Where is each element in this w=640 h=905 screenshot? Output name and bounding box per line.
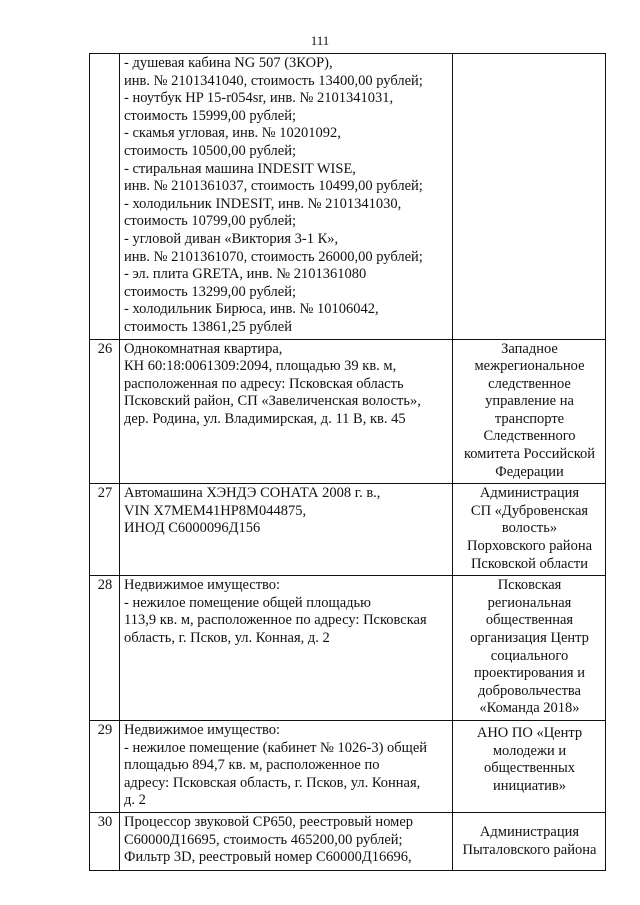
organization-line: общественных [483, 760, 576, 777]
row-number: 30 [90, 812, 120, 870]
organization-line: социального [490, 647, 569, 664]
description-line: Процессор звуковой CP650, реестровый номер [124, 813, 414, 830]
page-number: 111 [310, 33, 330, 48]
description-line: инв. № 2101341040, стоимость 13400,00 рублей; [124, 72, 423, 89]
row-number [90, 54, 120, 340]
description-line: стоимость 10799,00 рублей; [124, 213, 296, 230]
table-row-30 [90, 812, 606, 870]
description-line: - холодильник INDESIT, инв. № 2101341030, [124, 195, 402, 212]
organization-line: «Команда 2018» [479, 700, 580, 717]
organization-line: следственное [488, 375, 571, 392]
organization-line: Администрация [479, 823, 580, 840]
organization-line: Следственного [483, 428, 576, 445]
row-organization [453, 339, 606, 484]
description-line: - стиральная машина INDESIT WISE, [124, 160, 356, 177]
description-line: адресу: Псковская область, г. Псков, ул. Конная, [124, 774, 421, 791]
description-line: Фильтр 3D, реестровый номер С60000Д16696, [124, 849, 412, 866]
organization-line: региональная [487, 594, 572, 611]
row-number: 27 [90, 484, 120, 576]
description-line: Псковский район, СП «Завеличенская волость», [124, 393, 421, 410]
description-line: стоимость 15999,00 рублей; [124, 107, 296, 124]
row-organization [453, 720, 606, 812]
organization-line: Администрация [479, 485, 580, 502]
description-line: Однокомнатная квартира, [124, 340, 283, 357]
table-row-continuation [90, 54, 606, 340]
description-line: VIN X7MEM41HP8M044875, [124, 502, 307, 519]
organization-line: добровольчества [477, 682, 581, 699]
description-line: - эл. плита GRETA, инв. № 2101361080 [124, 266, 367, 283]
row-description [120, 54, 453, 340]
property-table [89, 53, 606, 871]
table-row-26 [90, 339, 606, 484]
description-line: - ноутбук HP 15-r054sr, инв. № 2101341031, [124, 90, 394, 107]
table-row-27 [90, 484, 606, 576]
organization-line: волость» [501, 520, 558, 537]
row-organization [453, 576, 606, 721]
description-line: - скамья угловая, инв. № 10201092, [124, 125, 341, 142]
row-description [120, 484, 453, 576]
organization-line: транспорте [494, 410, 565, 427]
organization-line: Псковской области [470, 555, 589, 572]
description-line: - душевая кабина NG 507 (3КОР), [124, 55, 333, 71]
organization-line: Западное [501, 340, 558, 357]
organization-line: комитета Российской [463, 446, 596, 463]
description-line: С60000Д16695, стоимость 465200,00 рублей; [124, 831, 403, 848]
row-number: 29 [90, 720, 120, 812]
description-line: инв. № 2101361070, стоимость 26000,00 рублей; [124, 248, 423, 265]
row-description [120, 812, 453, 870]
organization-line: организация Центр [470, 630, 589, 646]
row-organization [453, 54, 606, 340]
organization-line: Порховского района [466, 538, 593, 555]
description-line: стоимость 10500,00 рублей; [124, 142, 296, 159]
description-line: стоимость 13861,25 рублей [124, 318, 292, 335]
description-line: Недвижимое имущество: [124, 577, 281, 594]
row-organization [453, 812, 606, 870]
organization-line: Федерации [495, 463, 564, 480]
description-line: расположенная по адресу: Псковская область [124, 375, 404, 392]
table-row-29 [90, 720, 606, 812]
row-description [120, 576, 453, 721]
table-row-28 [90, 576, 606, 721]
organization-line: молодежи и [492, 742, 567, 759]
description-line: - угловой диван «Виктория 3-1 К», [124, 230, 339, 247]
organization-line: АНО ПО «Центр [476, 724, 583, 741]
organization-line: проектирования и [474, 665, 585, 682]
row-number: 26 [90, 339, 120, 484]
organization-line: управление на [485, 393, 574, 410]
description-line: - нежилое помещение (кабинет № 1026-3) общей [124, 739, 428, 756]
organization-line: Псковская [497, 577, 562, 594]
description-line: дер. Родина, ул. Владимирская, д. 11 В, кв. 45 [124, 410, 406, 427]
description-line: - нежилое помещение общей площадью [124, 594, 371, 611]
description-line: инв. № 2101361037, стоимость 10499,00 рублей; [124, 178, 423, 195]
description-line: ИНОД С6000096Д156 [124, 520, 261, 537]
organization-line: СП «Дубровенская [470, 502, 589, 519]
description-line: 113,9 кв. м, расположенное по адресу: Псковская [124, 612, 427, 629]
row-description [120, 339, 453, 484]
description-line: КН 60:18:0061309:2094, площадью 39 кв. м, [124, 358, 397, 375]
row-description [120, 720, 453, 812]
description-line: площадью 894,7 кв. м, расположенное по [124, 757, 380, 774]
description-line: Автомашина ХЭНДЭ СОНАТА 2008 г. в., [124, 485, 381, 502]
description-line: д. 2 [124, 792, 146, 809]
organization-line: Пыталовского района [462, 841, 597, 858]
row-organization [453, 484, 606, 576]
row-number: 28 [90, 576, 120, 721]
organization-line: общественная [485, 612, 574, 629]
description-line: Недвижимое имущество: [124, 721, 281, 738]
description-line: область, г. Псков, ул. Конная, д. 2 [124, 630, 330, 646]
description-line: - холодильник Бирюса, инв. № 10106042, [124, 301, 379, 318]
description-line: стоимость 13299,00 рублей; [124, 283, 296, 300]
organization-line: инициатив» [492, 777, 567, 794]
organization-line: межрегиональное [474, 358, 585, 375]
